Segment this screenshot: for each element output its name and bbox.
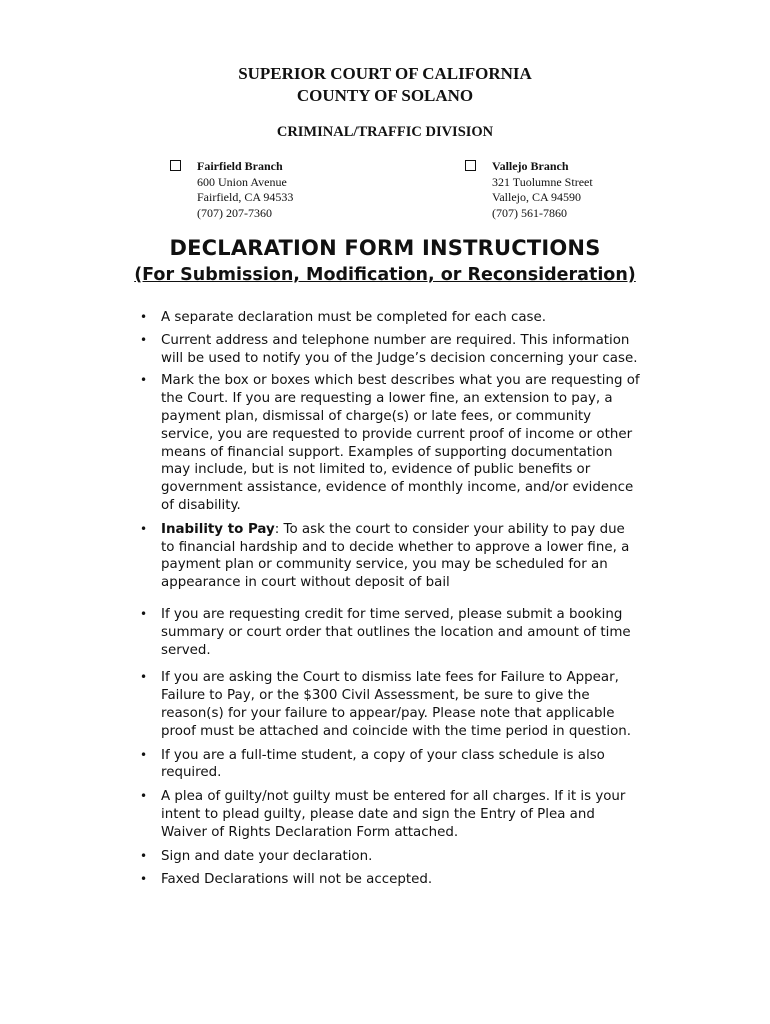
- list-item: [140, 669, 641, 740]
- bullet-icon: •: [140, 521, 148, 536]
- county-name: COUNTY OF SOLANO: [296, 86, 474, 105]
- list-item: [140, 606, 641, 659]
- list-item: [140, 309, 641, 327]
- vallejo-branch-checkbox[interactable]: [465, 160, 476, 171]
- branch-name: Fairfield Branch: [197, 159, 283, 173]
- list-item: [140, 332, 641, 368]
- bullet-icon: •: [140, 373, 148, 388]
- list-item-text: If you are asking the Court to dismiss late fees for Failure to Appear, Failure to Pay, or the $300 Civil Assessment, be sure to give the reason(s) for your failure to appear/pay. Please note that applicable proof must be attached and coincide with the time period in question.: [161, 670, 632, 739]
- bullet-icon: •: [140, 747, 148, 762]
- list-item: [140, 747, 641, 783]
- branch-name: Vallejo Branch: [492, 159, 569, 173]
- branch-vallejo: [492, 159, 593, 221]
- list-item: [140, 372, 641, 514]
- form-subtitle: (For Submission, Modification, or Reconsideration): [134, 265, 636, 285]
- bullet-icon: •: [140, 332, 148, 347]
- bullet-icon: •: [140, 310, 148, 324]
- bullet-icon: •: [140, 789, 148, 804]
- list-item-text: A plea of guilty/not guilty must be entered for all charges. If it is your intent to plead guilty, please date and sign the Entry of Plea and Waiver of Rights Declaration Form attached.: [161, 789, 626, 840]
- bullet-icon: •: [140, 848, 148, 863]
- list-item: [140, 871, 641, 889]
- list-item-bold: Inability to Pay: [161, 521, 275, 537]
- list-item: [140, 788, 641, 841]
- court-name: SUPERIOR COURT OF CALIFORNIA: [238, 64, 532, 83]
- list-item-text: Mark the box or boxes which best describes what you are requesting of the Court. If you are requesting a lower fine, an extension to pay, a payment plan, dismissal of charge(s) or late fees, or community service, you are requested to provide current proof of income or other means of financial support. Examples of supporting documentation may include, but is not limited to, evidence of public benefits or government assistance, evidence of monthly income, and/or evidence of disability.: [161, 373, 640, 513]
- branch-street: 600 Union Avenue: [197, 174, 287, 189]
- list-item-text: If you are a full-time student, a copy of your class schedule is also required.: [161, 747, 605, 781]
- list-item-text: Faxed Declarations will not be accepted.: [161, 872, 433, 888]
- instruction-list: [140, 309, 641, 889]
- bullet-icon: •: [140, 670, 148, 685]
- fairfield-branch-checkbox[interactable]: [170, 160, 181, 171]
- division-name: CRIMINAL/TRAFFIC DIVISION: [276, 124, 494, 140]
- branch-city: Vallejo, CA 94590: [492, 190, 581, 204]
- branch-phone: (707) 207-7360: [197, 205, 272, 220]
- list-item-text: : To ask the court to consider your ability to pay due to financial hardship and to decide whether to approve a lower fine, a payment plan or community service, you may be scheduled for an appearance in court without deposit of bail: [161, 521, 630, 591]
- branch-street: 321 Tuolumne Street: [492, 174, 593, 189]
- branch-fairfield: [197, 159, 293, 221]
- bullet-icon: •: [140, 606, 148, 621]
- list-item: [140, 521, 641, 592]
- list-item-text: Current address and telephone number are required. This information will be used to notify you of the Judge’s decision concerning your case.: [161, 332, 638, 366]
- list-item-text: If you are requesting credit for time served, please submit a booking summary or court order that outlines the location and amount of time served.: [161, 606, 631, 658]
- list-item-text: Sign and date your declaration.: [161, 848, 373, 864]
- branch-city: Fairfield, CA 94533: [197, 190, 294, 204]
- list-item-text: A separate declaration must be completed for each case.: [161, 310, 547, 325]
- branch-phone: (707) 561-7860: [492, 205, 567, 220]
- form-title: DECLARATION FORM INSTRUCTIONS: [169, 236, 601, 260]
- list-item: [140, 848, 641, 866]
- bullet-icon: •: [140, 872, 148, 887]
